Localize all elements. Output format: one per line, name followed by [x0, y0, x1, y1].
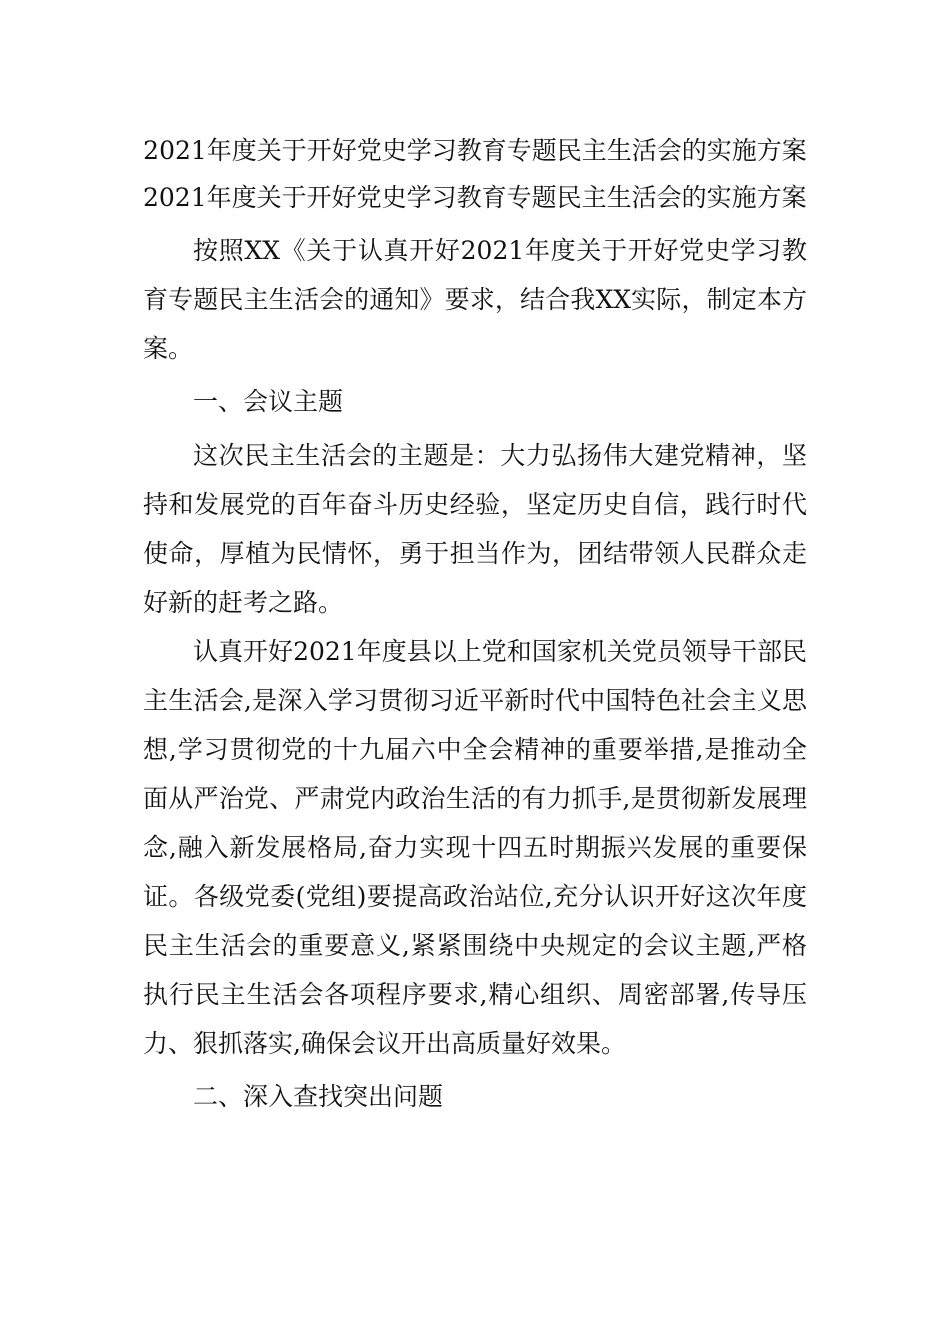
section1-paragraph-1: 这次民主生活会的主题是：大力弘扬伟大建党精神，坚持和发展党的百年奋斗历史经验，坚定历史自信，践行时代使命，厚植为民情怀，勇于担当作为，团结带领人民群众走好新的赶考之路。 — [143, 441, 807, 617]
document-title-repeat: 2021年度关于开好党史学习教育专题民主生活会的实施方案 — [143, 183, 807, 212]
document-title: 2021年度关于开好党史学习教育专题民主生活会的实施方案 — [143, 136, 807, 165]
section-heading-1: 一、会议主题 — [193, 387, 344, 416]
document-body — [143, 128, 807, 1126]
section1-paragraph-2: 认真开好2021年度县以上党和国家机关党员领导干部民主生活会,是深入学习贯彻习近平新时代中国特色社会主义思想,学习贯彻党的十九届六中全会精神的重要举措,是推动全面从严治党、严肃党内政治生活的有力抓手,是贯彻新发展理念,融入新发展格局,奋力实现十四五时期振兴发展的重要保证。各级党委(党组)要提高政治站位,充分认识开好这次年度民主生活会的重要意义,紧紧围绕中央规定的会议主题,严格执行民主生活会各项程序要求,精心组织、周密部署,传导压力、狠抓落实,确保会议开出高质量好效果。 — [143, 637, 807, 1058]
section-heading-2: 二、深入查找突出问题 — [193, 1082, 444, 1111]
intro-paragraph: 按照XX《关于认真开好2021年度关于开好党史学习教育专题民主生活会的通知》要求，结合我XX实际，制定本方案。 — [143, 236, 807, 363]
